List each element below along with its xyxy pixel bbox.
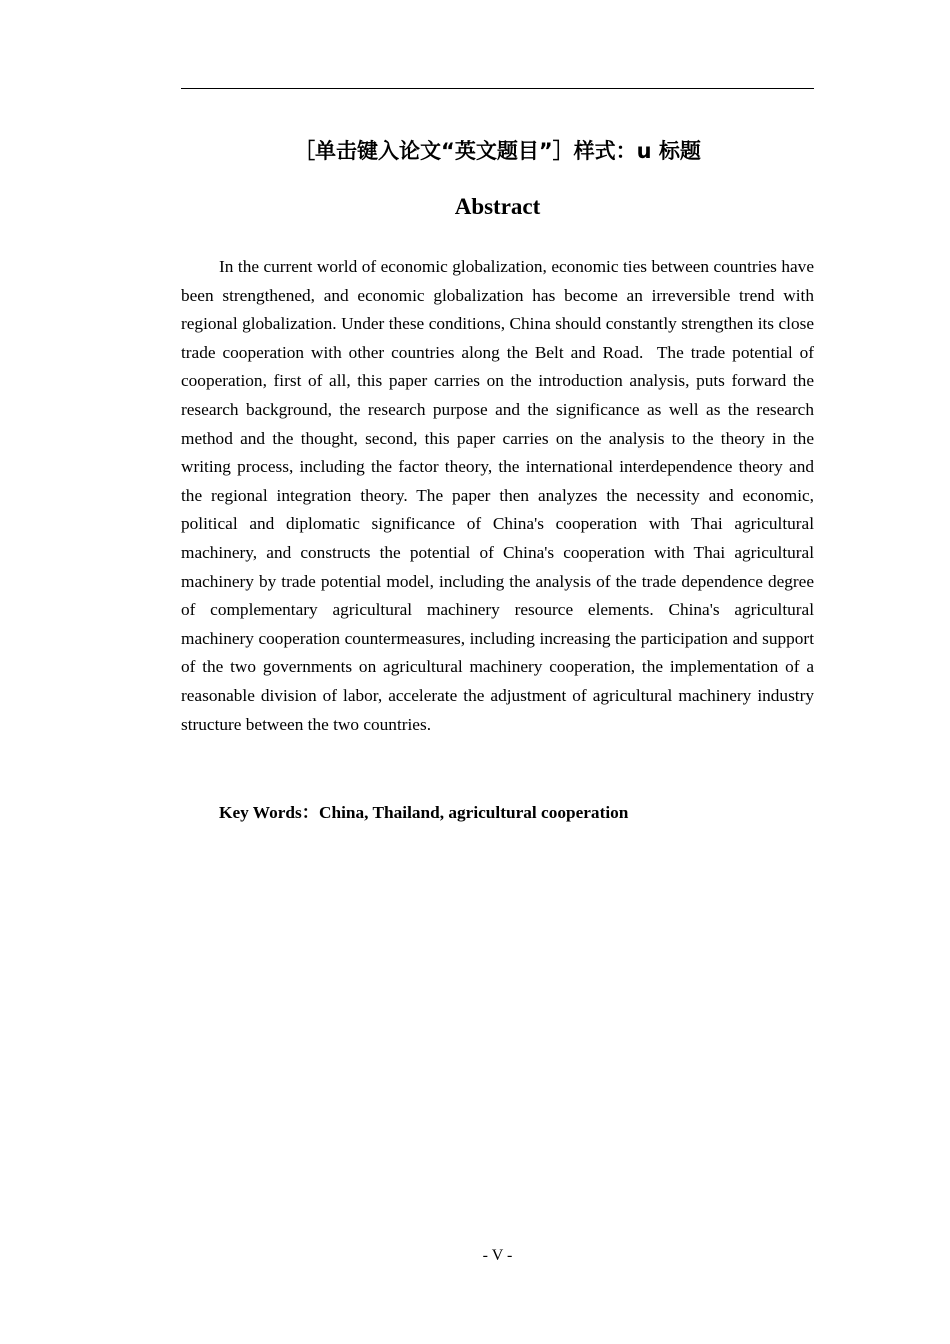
thesis-title-placeholder: ［单击键入论文“英文题目”］样式：u 标题 bbox=[294, 139, 701, 163]
abstract-heading: Abstract bbox=[454, 194, 541, 219]
header-rule bbox=[181, 88, 814, 89]
keywords-label: Key Words： bbox=[219, 803, 320, 822]
abstract-body: In the current world of economic globalization, economic ties between countries have been strengthened, and economic globalization has become an irreversible trend with regional globalization. Under these conditions, China should constantly strengthen its close trade cooperation with other countries along the Belt and Road. The trade potential of cooperation, first of all, this paper carries on the introduction analysis, puts forward the research background, the research purpose and the significance as well as the research method and the thought, second, this paper carries on the analysis to the theory in the writing process, including the factor theory, the international interdependence theory and the regional integration theory. The paper then analyzes the necessity and economic, political and diplomatic significance of China's cooperation with Thai agricultural machinery, and constructs the potential of China's cooperation with Thai agricultural machinery by trade potential model, including the analysis of the trade dependence degree of complementary agricultural machinery resource elements. China's agricultural machinery cooperation countermeasures, including increasing the participation and support of the two governments on agricultural machinery cooperation, the implementation of a reasonable division of labor, accelerate the adjustment of agricultural machinery industry structure between the two countries. bbox=[181, 257, 819, 734]
page-number: - V - bbox=[482, 1247, 513, 1264]
keywords-line bbox=[219, 799, 814, 827]
keywords-value: China, Thailand, agricultural cooperation bbox=[319, 803, 629, 822]
